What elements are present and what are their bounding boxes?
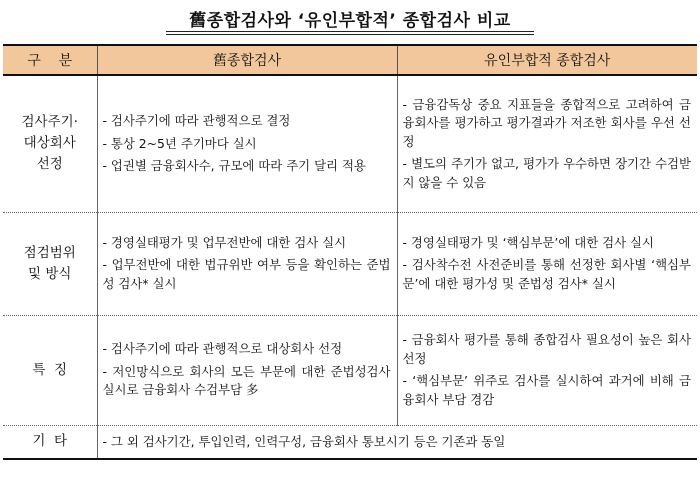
row-label-other: 기 타 bbox=[3, 425, 97, 459]
new-cell bbox=[397, 75, 697, 212]
old-cell bbox=[97, 212, 397, 315]
row-label-cycle bbox=[3, 75, 97, 212]
row-label-line: 특 징 bbox=[32, 361, 68, 378]
row-label-line: 선정 bbox=[36, 156, 63, 173]
list-item: - 경영실태평가 및 업무전반에 대한 검사 실시 bbox=[102, 234, 347, 250]
title-underline-2 bbox=[166, 34, 534, 35]
row-label-features bbox=[3, 315, 97, 425]
list-item: - 금융감독상 중요 지표들을 종합적으로 고려하여 금융회사를 평가하고 평가결과가 저조한 회사를 우선 선정 bbox=[402, 96, 691, 149]
old-cell bbox=[97, 315, 397, 425]
other-cell: - 그 외 검사기간, 투입인력, 인력구성, 금융회사 통보시기 등은 기존과 동일 bbox=[97, 425, 697, 459]
table-row bbox=[3, 212, 697, 315]
list-item: - 저인망식으로 회사의 모든 부문에 대한 준법성검사 실시로 금융회사 수검부담 多 bbox=[102, 363, 391, 398]
list-item: - 경영실태평가 및 ‘핵심부문’에 대한 검사 실시 bbox=[402, 234, 654, 250]
list-item: - 별도의 주기가 없고, 평가가 우수하면 장기간 수검받지 않을 수 있음 bbox=[402, 156, 691, 190]
list-item: - 업권별 금융회사수, 규모에 따라 주기 달리 적용 bbox=[102, 158, 366, 173]
table-row bbox=[3, 425, 697, 459]
row-label-line: 검사주기· bbox=[21, 114, 78, 131]
header-new-inspection: 유인부합적 종합검사 bbox=[397, 45, 697, 75]
new-cell bbox=[397, 315, 697, 425]
new-cell bbox=[397, 212, 697, 315]
old-cell bbox=[97, 75, 397, 212]
header-old-inspection: 舊종합검사 bbox=[97, 45, 397, 75]
comparison-table bbox=[3, 44, 697, 460]
row-label-scope bbox=[3, 212, 97, 315]
list-item: - 검사주기에 따라 관행적으로 결정 bbox=[102, 113, 291, 128]
header-category: 구 분 bbox=[3, 45, 97, 75]
list-item: - 금융회사 평가를 통해 종합검사 필요성이 높은 회사 선정 bbox=[402, 332, 691, 366]
row-label-line: 점검범위 bbox=[23, 244, 76, 261]
row-label-line: 대상회사 bbox=[23, 135, 76, 152]
table-row bbox=[3, 315, 697, 425]
list-item: - 통상 2~5년 주기마다 실시 bbox=[102, 135, 257, 151]
title-underline bbox=[166, 31, 534, 32]
row-label-line: 및 방식 bbox=[28, 265, 72, 282]
header-row bbox=[3, 45, 697, 75]
table-row bbox=[3, 75, 697, 212]
list-item: - 업무전반에 대한 법규위반 여부 등을 확인하는 준법성 검사* 실시 bbox=[102, 257, 391, 291]
list-item: - 검사주기에 따라 관행적으로 대상회사 선정 bbox=[102, 341, 343, 357]
list-item: - ‘핵심부문’ 위주로 검사를 실시하여 과거에 비해 금융회사 부담 경감 bbox=[402, 373, 691, 407]
list-item: - 검사착수전 사전준비를 통해 선정한 회사별 ‘핵심부문’에 대한 평가성 및 준법성 검사* 실시 bbox=[402, 257, 691, 291]
page-title: 舊종합검사와 ‘유인부합적’ 종합검사 비교 bbox=[189, 11, 511, 31]
